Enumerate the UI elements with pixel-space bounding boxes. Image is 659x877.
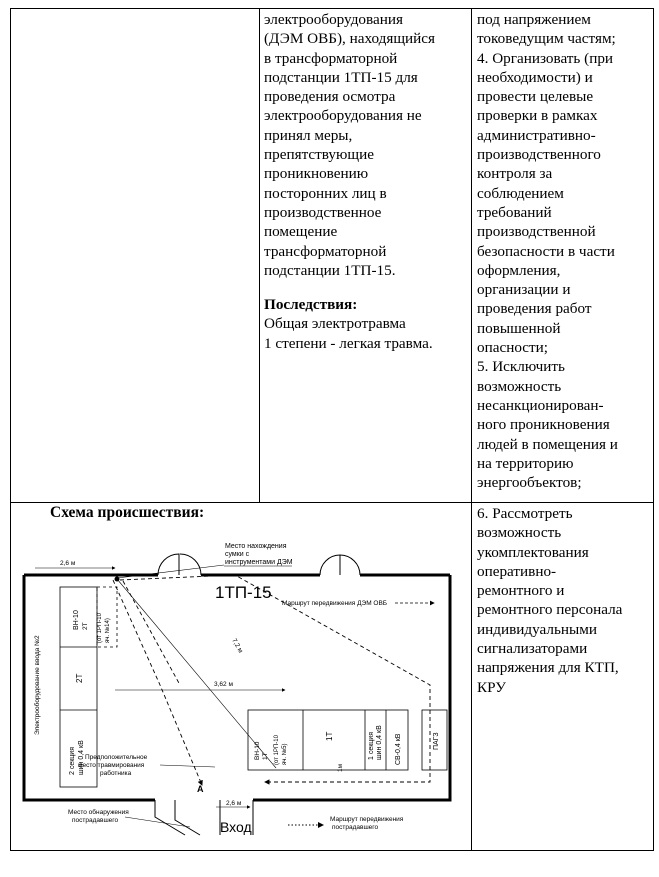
vn10-1t-label: ВН-10 [254, 741, 261, 760]
text-line: оперативно- [477, 562, 557, 580]
text-line: 5. Исключить [477, 358, 565, 376]
text-line: 6. Рассмотреть [477, 505, 573, 522]
bag-label-2: сумки с [225, 551, 250, 558]
text-line: провести целевые [477, 88, 594, 106]
bag-label: Место нахождения [225, 543, 287, 550]
text-line: напряжения для КТП, [477, 659, 619, 677]
text-line: ремонтного и [477, 582, 565, 600]
text-line: ремонтного персонала [477, 601, 623, 619]
consequences-title: Последствия: [264, 296, 358, 314]
text-line: индивидуальными [477, 620, 597, 638]
text-line: электрооборудования [264, 11, 403, 28]
vn10-1t-sub: 1Т [262, 752, 269, 760]
text-line: людей в помещения и [477, 435, 618, 453]
point-a: А [197, 784, 204, 794]
text-line: оформления, [477, 261, 561, 279]
vn10-2t-from: (от 1РП-10 [97, 613, 103, 643]
side-label: Электрооборудование ввода №2 [34, 635, 41, 735]
text-line: проведения работ [477, 300, 592, 318]
text-line: опасности; [477, 339, 549, 357]
sv-label: СВ-0,4 кВ [395, 733, 402, 765]
vn10-2t-sub: 2Т [82, 622, 89, 630]
incident-scheme-diagram [20, 535, 460, 840]
measures-list-bottom [477, 504, 622, 697]
text-line: подстанции 1ТП-15 для [264, 68, 418, 86]
text-line: организации и [477, 281, 571, 299]
sec1-label-2: шин 0,4 кВ [376, 725, 383, 760]
vn10-2t-cell: яч. №14) [105, 618, 111, 643]
text-line: укомплектования [477, 543, 589, 561]
bag-label-3: инструментами ДЭМ [225, 559, 293, 566]
injury-label: Предположительное [85, 754, 148, 761]
text-line: повышенной [477, 319, 561, 337]
dim-top: 2,6 м [60, 560, 76, 567]
text-line: соблюдением [477, 184, 564, 202]
text-line: производственной [477, 223, 596, 241]
table-row-divider [10, 502, 654, 503]
text-line: ного проникновения [477, 416, 610, 434]
incident-description [264, 10, 435, 353]
dim-diag: 7,2 м [230, 637, 244, 655]
text-line: посторонних лиц в [264, 184, 387, 202]
text-line: 1 степени - легкая травма. [264, 334, 433, 352]
pagz-label: ПАГЗ [433, 732, 440, 750]
dim-mid: 3,62 м [214, 681, 233, 688]
entrance-label: Вход [220, 819, 252, 835]
text-line: КРУ [477, 678, 506, 696]
injury-label-2: место травмирования [78, 762, 145, 769]
text-line: токоведущим частям; [477, 30, 616, 48]
route-victim-label: Маршрут передвижения [330, 816, 404, 823]
text-line: препятствующие [264, 146, 374, 164]
text-line: сигнализаторами [477, 640, 588, 658]
text-line: помещение [264, 223, 338, 241]
injury-label-3: работника [100, 770, 132, 777]
measures-list-top [477, 10, 618, 492]
text-line: Общая электротравма [264, 315, 406, 333]
bag-point [115, 577, 120, 582]
text-line: в трансформаторной [264, 49, 398, 67]
table-col-divider-1 [259, 8, 260, 503]
found-label: Место обнаружения [68, 809, 129, 816]
scheme-title: Схема происшествия: [50, 504, 205, 521]
route-dem-label: Маршрут передвижения ДЭМ ОВБ [282, 600, 388, 607]
vn10-1t-cell: яч. №5) [282, 743, 288, 765]
text-line: проверки в рамках [477, 107, 598, 125]
text-line: безопасности в части [477, 242, 615, 260]
text-line: необходимости) и [477, 68, 593, 86]
text-line: проведения осмотра [264, 88, 396, 106]
top-door-left [158, 554, 201, 575]
text-line: 4. Организовать (при [477, 49, 614, 67]
text-line: (ДЭМ ОВБ), находящийся [264, 30, 436, 48]
text-line: возможность [477, 524, 562, 542]
text-line: под напряжением [477, 11, 591, 28]
vn10-2t-label: ВН-10 [73, 610, 80, 630]
injury-leader [160, 765, 215, 767]
text-line: производственного [477, 146, 601, 164]
vn10-1t-from: (от 1РП-10 [274, 735, 280, 765]
text-line: контроля за [477, 165, 553, 183]
found-label-2: пострадавшего [72, 817, 119, 824]
sec2-label-2: шин 0,4 кВ [78, 740, 85, 775]
text-line: электрооборудования не [264, 107, 422, 125]
sec2-label: 2 секция [69, 746, 76, 775]
route-victim-label-2: пострадавшего [332, 824, 379, 831]
text-line: принял меры, [264, 126, 353, 144]
station-name: 1ТП-15 [215, 583, 272, 602]
dim-bottom: 2,6 м [226, 800, 242, 807]
top-door-right [320, 555, 360, 575]
text-line: производственное [264, 203, 382, 221]
text-line: несанкционирован- [477, 396, 604, 414]
text-line: возможность [477, 377, 562, 395]
text-line: требований [477, 203, 552, 221]
text-line: трансформаторной [264, 242, 387, 260]
text-line: проникновению [264, 165, 369, 183]
t2-label: 2Т [75, 673, 84, 683]
text-line: на территорию [477, 454, 574, 472]
route-diag [117, 579, 276, 768]
sec1-label: 1 секция [368, 731, 375, 760]
t1-label: 1Т [325, 731, 334, 741]
table-col-divider-2 [471, 8, 472, 851]
text-line: административно- [477, 126, 596, 144]
text-line: подстанции 1ТП-15. [264, 261, 396, 279]
dim-1m: 1м [337, 763, 344, 772]
text-line: энергообъектов; [477, 474, 582, 492]
